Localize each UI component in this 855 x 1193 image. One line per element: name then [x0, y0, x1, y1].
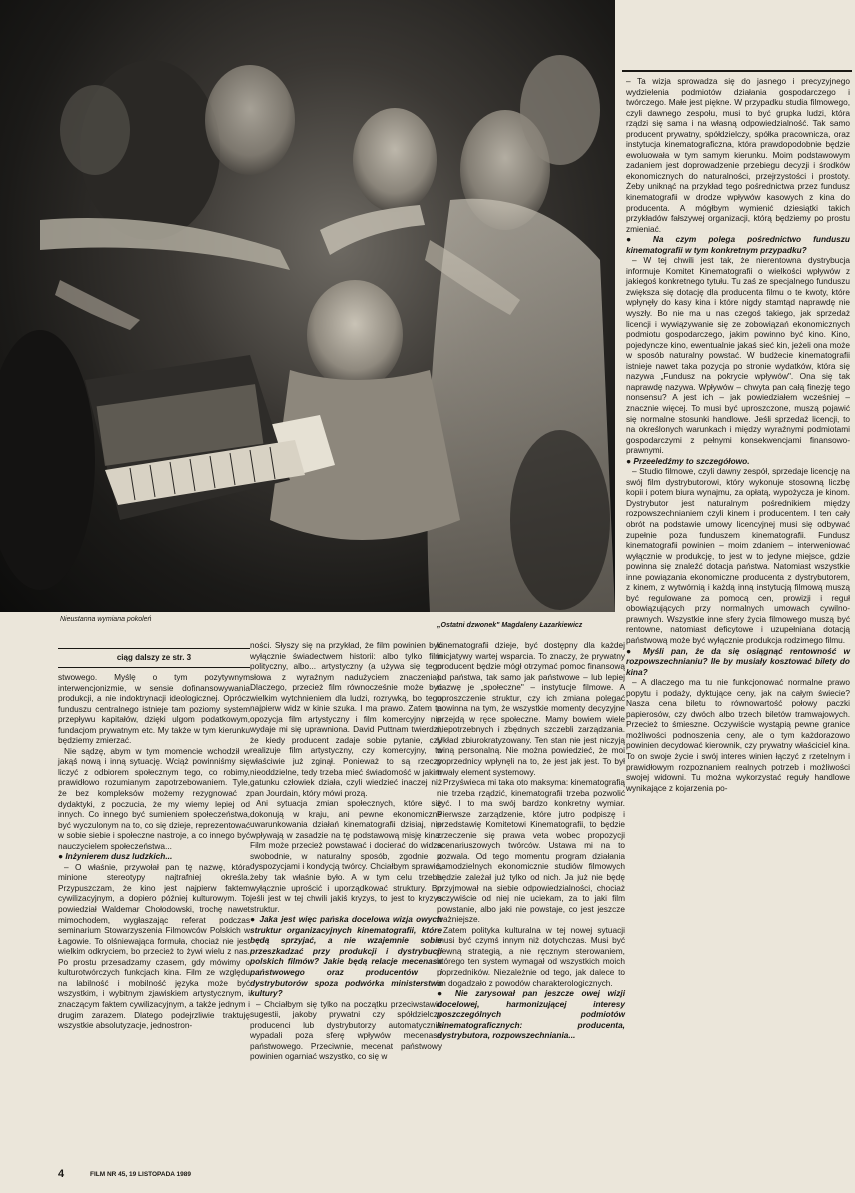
- article-paragraph: kinematografii dzieje, być dostępny dla każdej inicjatywy wartej wsparcia. To znaczy, że prywatny producent będzie mógł otrzymać pomoc finansową od państwa, tak samo jak państwowe – lub lepiej nazwę je „społeczne" – instytucje filmowe. A uproszczenie struktur, czy ich zmiana polegać powinna na tym, że wszystkie momenty decyzyjne przejdą w ręce społeczne. Mamy bowiem wiele niepotrzebnych i zbędnych szczebli zarządzania. Układ zbiurokratyzowany. Ten stan nie jest niczyją winą personalną. Nie można powiedzieć, że moi poprzednicy wpłynęli na to, że jest jak jest. To był trwały element systemowy.: [437, 640, 625, 777]
- article-paragraph: Ani sytuacja zmian społecznych, które się dokonują w kraju, ani pewne ekonomiczne uwarunkowania działań kinematografii dzisiaj, nie wpływają w zasadzie na tę podstawową misję kina. Film może przecież powstawać i docierać do widza swobodnie, w naturalny sposób, zgodnie z dyspozycjami i kondycją twórcy. Chciałbym sprawić, żeby tak właśnie było. A w tym celu trzeba wyłącznie uprościć i uporządkować struktury. Bo jeśli jest w tej chwili jakiś kryzys, to jest to kryzys struktur.: [250, 798, 442, 914]
- page-number: 4: [58, 1168, 65, 1180]
- column-1-text: [58, 672, 250, 1031]
- bottom-column-1: [58, 648, 250, 1031]
- continued-label: ciąg dalszy ze str. 3: [58, 648, 250, 668]
- bottom-column-3: [437, 640, 625, 1041]
- film-still-photo: [0, 0, 615, 612]
- photo-caption-left: Nieustanna wymiana pokoleń: [60, 616, 152, 623]
- article-paragraph: Nie sądzę, abym w tym momencie wchodził w jakąś nową i inną sytuację. Wciąż powinniśmy się liczyć z odbiorem społecznym tego, co robimy, prawidłowo rozumianym zapotrzebowaniem. Tyle, że bez kompleksów możemy rezygnować z dydaktyki, z poczucia, że my wiemy lepiej od innych. Co innego być sumieniem społeczeństwa, być wyczulonym na to, co się dzieje, reprezentować w sobie siebie i społeczne nastroje, a co innego być nauczycielem społeczeństwa...: [58, 745, 250, 851]
- interview-question: ● Inżynierem dusz ludzkich...: [58, 851, 173, 862]
- right-column: [622, 0, 852, 1193]
- right-column-header-box: [622, 0, 852, 72]
- column-3-text: [437, 640, 625, 1041]
- bottom-column-2: [250, 640, 442, 1062]
- issue-line: FILM NR 45, 19 LISTOPADA 1989: [90, 1171, 192, 1178]
- column-2-text: [250, 640, 442, 1062]
- article-paragraph: – Ta wizja sprowadza się do jasnego i precyzyjnego wydzielenia podmiotów działania gospodarczego i twórczego. Małe jest piękne. W przypadku studia filmowego, czyli dawnego zespołu, musi to być grupka ludzi, która rządzi się sama i na własną odpowiedzialność. Tak samo producent prywatny, spółdzielczy, spółka pracownicza, oraz instytucja kinematograficzna, która prawdopodobnie będzie ewoluowała w tym samym kierunku. Moim podstawowym zadaniem jest doprowadzenie przebiegu decyzji i środków ekonomicznych do naturalności, przejrzystości i prostoty. Żeby uniknąć na przykład tego pośrednictwa przez fundusz kinematografii w drodze wpływów kasowych z kina do producenta. A mógłbym wymienić dziesiątki takich przykładów fałszywej organizacji, którą będziemy po prostu zmieniać.: [626, 76, 850, 234]
- interview-question: ● Przeeledźmy to szczegółowo.: [626, 455, 750, 466]
- article-paragraph: – Chciałbym się tylko na początku przeciwstawić sugestii, jakoby prywatni czy spółdzielczy producenci lub dystrybutorzy automatycznie wypadali poza sferę wpływów mecenasa państwowego. Przeciwnie, mecenat państwowy powinien ogarniać wszystko, co się w: [250, 998, 442, 1062]
- interview-question: ● Nie zarysował pan jeszcze owej wizji docelowej, harmonizującej interesy poszczególnych podmiotów kinematograficznych: producenta, dystrybutora, rozpowszechniania...: [437, 988, 625, 1041]
- article-paragraph: – Studio filmowe, czyli dawny zespół, sprzedaje licencję na swój film dystrybutorowi, który wykonuje stosowną liczbę kopii i potem biura wynajmu, za opłatą, wypożycza je kinom. Dystrybutor jest naturalnym pośrednikiem między rozpowszechnianiem czyli kinem i producentem. I ten cały obrót na podstawie umowy licencyjnej musi się odbywać zupełnie poza funduszem kinematografii. Fundusz kinematografii powinien – moim zdaniem – interweniować wyłącznie w produkcję, to jest w to jedyne miejsce, gdzie powinna się znaleźć dotacja państwa. Natomiast wszystkie inne powiązania ekonomiczne producenta z dystrybutorem, z kinem, z wytwórnią i każdą inną instytucją filmową muszą być regulowane za pomocą cen, prowizji i reguł obowiązujących przy normalnych umowach cywilno-prawnych. Wszystkie inne sfery życia filmowego muszą być rentowne, natomiast deficytowe i uzupełniana dotacją państwową może być wyłącznie produkcja rodzimego filmu.: [626, 466, 850, 645]
- photo-illustration: [0, 0, 615, 612]
- article-paragraph: ności. Słyszy się na przykład, że film powinien być wyłącznie świadectwem historii: albo tylko film polityczny, albo... artystyczny (a używa się tego słowa z wyraźnym nadużyciem znaczenia). Dlaczego, przecież film równocześnie może być wielkim wytchnieniem dla ludzi, rozrywką, bo tego najpierw widz w kinie szuka. I ma prawo. Zatem ta opozycja film artystyczny i film komercyjny nie wydaje mi się uprawniona. David Puttnam twierdzi, że kiedy producent zadaje sobie pytanie, czy realizuje film artystyczny, czy komercyjny, to właściwie już zginął. Ponieważ to są rzeczy nieoddzielne, tedy trzeba mieć świadomość w jakim gatunku człowiek działa, czyli wiedzieć inaczej niż pan Jourdain, który mówi prozą.: [250, 640, 442, 798]
- photo-caption-right: „Ostatni dzwonek" Magdaleny Łazarkiewicz: [437, 622, 583, 629]
- interview-question: ● Jaka jest więc pańska docelowa wizja owych struktur organizacyjnych kinematografii, które będą sprzyjać, a nie wzajemnie sobie przeszkadzać przy produkcji i dystrybucji polskich filmów? Jakie będą relacje mecenasa państwowego oraz producentów i dystrybutorów spoza podwórka ministerstwa kultury?: [250, 914, 442, 999]
- article-paragraph: Przyświeca mi taka oto maksyma: kinematografią nie trzeba rządzić, kinematografii trzeba pozwolić żyć. I to ma swój bardzo konkretny wymiar. Pierwsze zarządzenie, które jutro podpiszę i przedstawię Komitetowi Kinematografii, to będzie zrzeczenie się prawa veta wobec propozycji scenariuszowych twórców. Ustawa mi na to pozwala. Od tego momentu program działania samodzielnych ekonomicznie studiów filmowych będzie zależał już tylko od nich. Ja już nie będę przyjmował na siebie odpowiedzialności, chociaż oczywiście od niej nie uciekam, za to jaki film powstanie, albo jaki nie powstaje, co jest jeszcze ważniejsze.: [437, 777, 625, 925]
- article-paragraph: – W tej chwili jest tak, że nierentowna dystrybucja informuje Komitet Kinematografii o wielkości wpływów z jakiegoś konkretnego tytułu. Tu zaś ze specjalnego funduszu zwiększa się dotację dla producenta filmu o te kwoty, które wpłynęły do kasy kina i które nigdy stamtąd naprawdę nie wyszły. Bo nie ma u nas czegoś takiego, jak sprzedaż licencji i wywiązywanie się ze zobowiązań ekonomicznych podmiotu gospodarczego, jakim powinno być kino. Kino, pojedyncze kino, ewentualnie jakaś sieć kin, jeżeli ona może w sposób naturalny powstać. W budżecie kinematografii istnieje nawet taka pozycja po stronie wydatków, która się nazywa „Fundusz na pokrycie wpływów". Ona się tak naprawdę nazywa. Wpływów – chwyta pan całą finezję tego nonsensu? A jest ich – jak powiedziałem wcześniej – znacznie więcej. To musi być uproszczone, muszą pojawić się normalne stosunki handlowe. Jeśli sprzedaż licencji, to na określonych warunkach i między wyraźnymi podmiotami gospodarczymi z pełnymi konsekwencjami finansowo-prawnymi.: [626, 255, 850, 456]
- article-paragraph: – O właśnie, przywołał pan tę nazwę, która minione stereotypy najtrafniej określa. Przypuszczam, że kino jest najpierw faktem cywilizacyjnym, a dopiero później kulturowym. To powiedział Waldemar Chołodowski, trochę nawet mimochodem, wygłaszając referat podczas seminarium Stowarzyszenia Filmowców Polskich w Łagowie. To olśniewająca formuła, chociaż nie jest wielkim odkryciem, bo przecież to żywi wielu z nas. Po prostu przesadzamy czasem, gdy mówimy o kulturotwórczych funkcjach kina. Film ze względu na labilność i mobilność języka może być wszystkim, i wybitnym zjawiskiem artystycznym, i znaczącym faktem cywilizacyjnym, a także jednym i drugim zarazem. Dlatego podejrzliwie traktuję wszystkie absolutyzacje, jednostron-: [58, 861, 250, 1031]
- right-column-text: [626, 76, 850, 793]
- article-paragraph: – A dlaczego ma tu nie funkcjonować normalne prawo popytu i podaży, dyktujące ceny, jak na całym świecie? Nasza cena biletu to równowartość połowy paczki papierosów, czy dwóch albo trzech biletów tramwajowych. Przecież to śmieszne. Oczywiście wystąpią pewne granice możliwości podnoszenia ceny, ale o tym każdorazowo powinien decydować kierownik, czy prywatny właściciel kina. To on swoje życie i swój interes winien łączyć z rzetelnym i prawidłowym rozpoznaniem realnych potrzeb i możliwości swojej widowni. Tu można wykorzystać reguły handlowe wynikające z kojarzenia po-: [626, 677, 850, 793]
- article-paragraph: stwowego. Myślę o tym pozytywnym interwencjonizmie, w sensie dofinansowywania produkcji, a nie indoktrynacji ideologicznej. Oprócz funduszu centralnego istnieje tam poziomy system przepływu kapitałów, dzięki ulgom podatkowym, fundacjom prywatnym etc. My także w tym kierunku będziemy zmierzać.: [58, 672, 250, 746]
- interview-question: ● Myśli pan, że da się osiągnąć rentowność w rozpowszechnianiu? Ile by musiały kosztować bilety do kina?: [626, 645, 850, 677]
- article-paragraph: Zatem polityka kulturalna w tej nowej sytuacji musi być czymś innym niż dotychczas. Musi być pewną strategią, a nie ręcznym sterowaniem, którego ten system wymagał od wszystkich moich poprzedników. Niezależnie od tego, jak dalece to im dogadzało z powodów charakterologicznych.: [437, 924, 625, 988]
- interview-question: ● Na czym polega pośrednictwo funduszu kinematografii w tym konkretnym przypadku?: [626, 234, 850, 255]
